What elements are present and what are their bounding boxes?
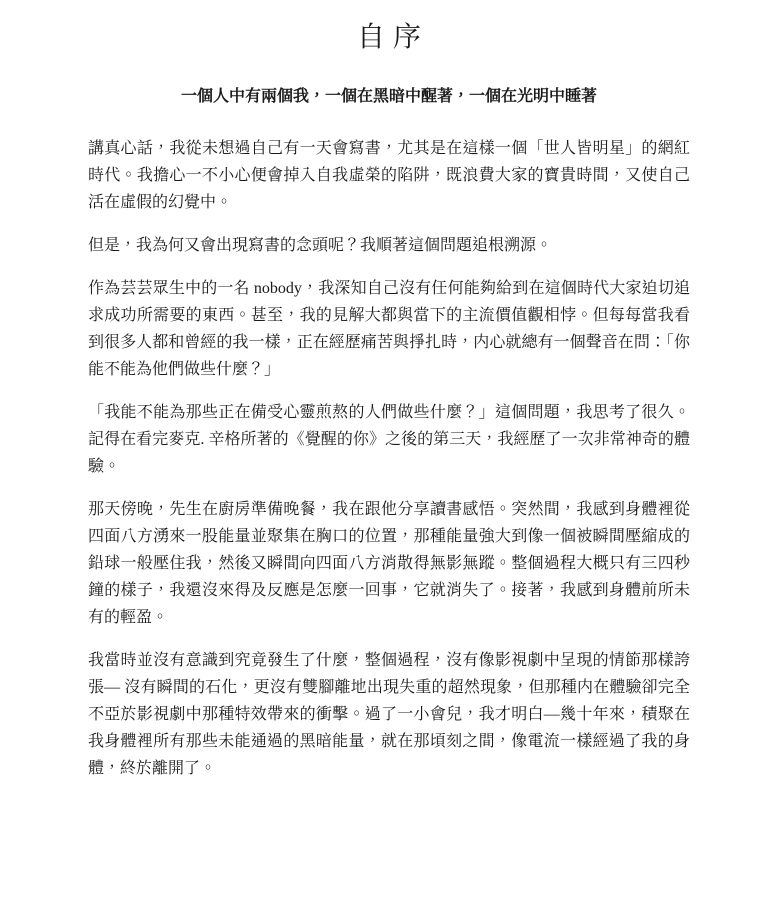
page-title: 自序 [356,22,429,53]
paragraph: 作為芸芸眾生中的一名 nobody，我深知自己沒有任何能夠給到在這個時代大家迫切追求成功所需要的東西。甚至，我的見解大都與當下的主流價值觀相悖。但每每當我看到很多人都和曾經的我一樣，正在經歷痛苦與掙扎時，内心就總有一個聲音在問：「你能不能為他們做些什麼？」 [88,280,690,378]
body-text [88,135,690,782]
paragraph: 那天傍晚，先生在廚房準備晚餐，我在跟他分享讀書感悟。突然間，我感到身體裡從四面八方湧來一股能量並聚集在胸口的位置，那種能量強大到像一個被瞬間壓縮成的鉛球一般壓住我，然後又瞬間向四面八方消散得無影無蹤。整個過程大概只有三四秒鐘的樣子，我還沒來得及反應是怎麼一回事，它就消失了。接著，我感到身體前所未有的輕盈。 [88,501,690,626]
paragraph: 「我能不能為那些正在備受心靈煎熬的人們做些什麼？」這個問題，我思考了很久。記得在看完麥克. 辛格所著的《覺醒的你》之後的第三天，我經歷了一次非常神奇的體驗。 [88,404,690,475]
paragraph: 講真心話，我從未想過自己有一天會寫書，尤其是在這樣一個「世人皆明星」的網紅時代。我擔心一不小心便會掉入自我虛榮的陷阱，既浪費大家的寶貴時間，又使自己活在虛假的幻覺中。 [88,140,690,211]
document-subtitle: 一個人中有兩個我，一個在黑暗中醒著，一個在光明中睡著 [180,88,597,105]
paragraph: 但是，我為何又會出現寫書的念頭呢？我順著這個問題追根溯源。 [88,237,553,254]
paragraph: 我當時並沒有意識到究竟發生了什麼，整個過程，沒有像影視劇中呈現的情節那樣誇張— 沒有瞬間的石化，更沒有雙腳離地出現失重的超然現象，但那種内在體驗卻完全不亞於影視劇中那種特效帶來的衝擊。過了一小會兒，我才明白—幾十年來，積聚在我身體裡所有那些未能通過的黑暗能量，就在那頃刻之間，像電流一樣經過了我的身體，終於離開了。 [88,652,690,777]
